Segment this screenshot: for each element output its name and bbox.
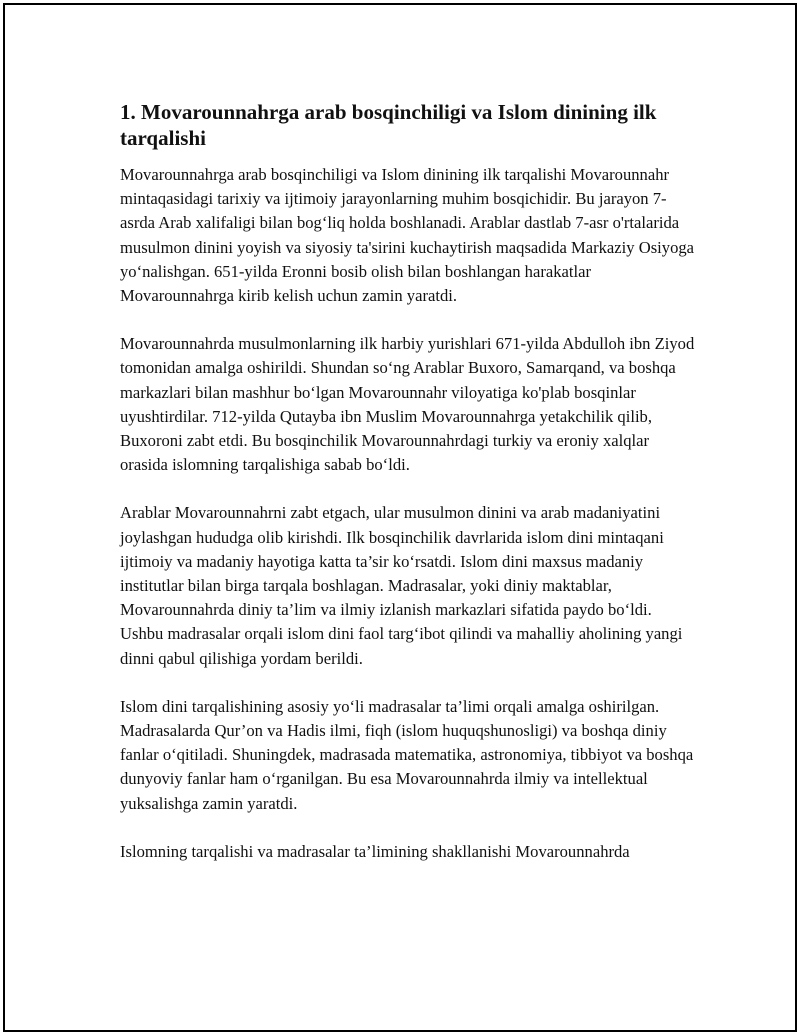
section-heading: 1. Movarounnahrga arab bosqinchiligi va Islom dinining ilk tarqalishi [120, 100, 657, 150]
paragraph-5: Islomning tarqalishi va madrasalar ta’limining shakllanishi Movarounnahrda [120, 841, 630, 861]
paragraph-4: Islom dini tarqalishining asosiy yo‘li madrasalar ta’limi orqali amalga oshirilgan. Madrasalarda Qur’on va Hadis ilmi, fiqh (islom huquqshunosligi) va boshqa diniy fanlar o‘qitiladi. Shuningdek, madrasada matematika, astronomiya, tibbiyot va boshqa dunyoviy fanlar ham o‘rganilgan. Bu esa Movarounnahrda ilmiy va intellektual yuksalishga zamin yaratdi. [120, 696, 694, 813]
page-frame [3, 3, 797, 1032]
document-body [120, 99, 695, 864]
paragraph-2: Movarounnahrda musulmonlarning ilk harbiy yurishlari 671-yilda Abdulloh ibn Ziyod tomonidan amalga oshirildi. Shundan so‘ng Arablar Buxoro, Samarqand, va boshqa markazlari bilan mashhur bo‘lgan Movarounnahr viloyatiga ko'plab bosqinlar uyushtirdilar. 712-yilda Qutayba ibn Muslim Movarounnahrga yetakchilik qilib, Buxoroni zabt etdi. Bu bosqinchilik Movarounnahrdagi turkiy va eroniy xalqlar orasida islomning tarqalishiga sabab bo‘ldi. [120, 334, 695, 475]
paragraph-3: Arablar Movarounnahrni zabt etgach, ular musulmon dinini va arab madaniyatini joylashgan hududga olib kirishdi. Ilk bosqinchilik davrlarida islom dini mintaqani ijtimoiy va madaniy hayotiga katta ta’sir ko‘rsatdi. Islom dini maxsus madaniy institutlar bilan birga tarqala boshlagan. Madrasalar, yoki diniy maktablar, Movarounnahrda diniy ta’lim va ilmiy izlanish markazlari sifatida paydo bo‘ldi. Ushbu madrasalar orqali islom dini faol targ‘ibot qilindi va mahalliy aholining yangi dinni qabul qilishiga yordam berildi. [120, 503, 683, 668]
paragraph-1: Movarounnahrga arab bosqinchiligi va Islom dinining ilk tarqalishi Movarounnahr mintaqasidagi tarixiy va ijtimoiy jarayonlarning muhim bosqichidir. Bu jarayon 7-asrda Arab xalifaligi bilan bog‘liq holda boshlanadi. Arablar dastlab 7-asr o'rtalarida musulmon dinini yoyish va siyosiy ta'sirini kuchaytirish maqsadida Markaziy Osiyoga yo‘nalishgan. 651-yilda Eronni bosib olish bilan boshlangan harakatlar Movarounnahrga kirib kelish uchun zamin yaratdi. [120, 165, 695, 306]
